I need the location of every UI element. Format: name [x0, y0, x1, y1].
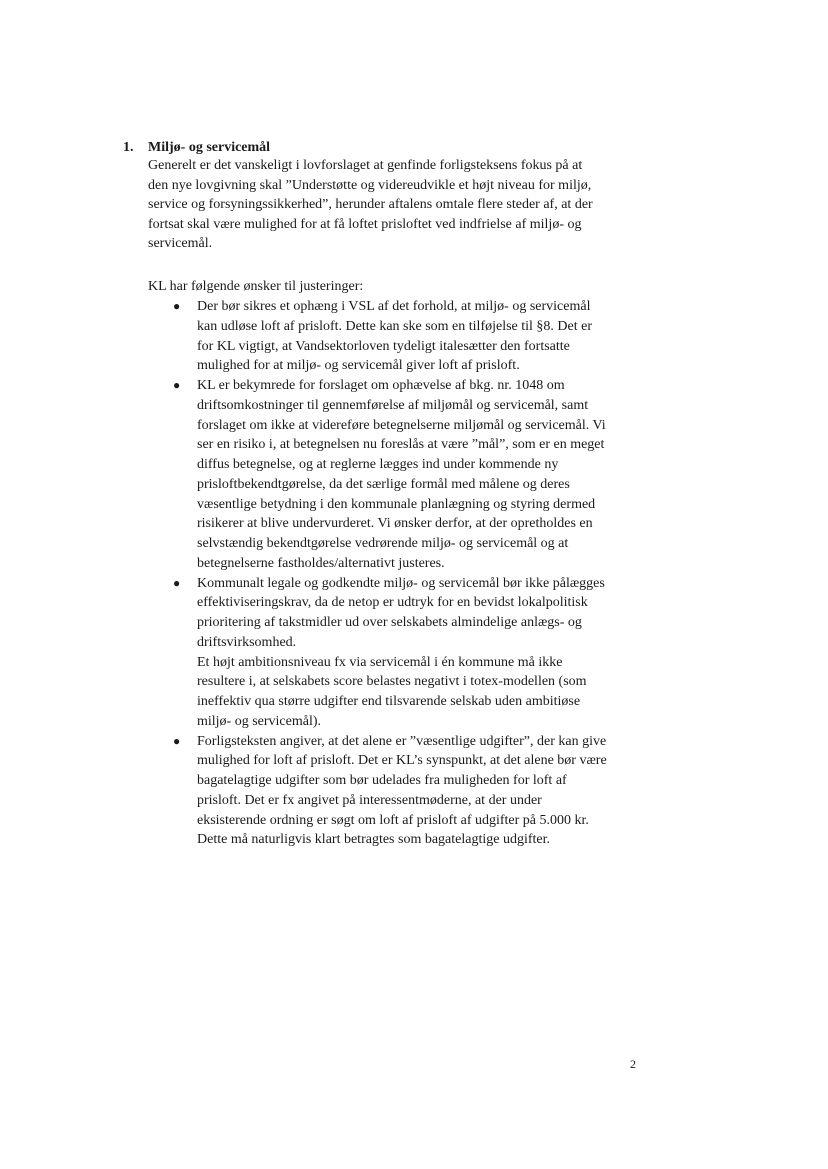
section-title: Miljø- og servicemål [148, 140, 271, 155]
list-item [148, 732, 608, 851]
section-heading [123, 138, 270, 157]
page-number: 2 [630, 1057, 636, 1071]
section-number: 1. [123, 140, 134, 155]
bullet-icon: ● [173, 733, 181, 748]
list-item [148, 574, 608, 732]
bullet-list [148, 297, 608, 850]
bullet-text: Kommunalt legale og godkendte miljø- og servicemål bør ikke pålægges effektiviseringskrav, da de netop er udtryk for en bevidst lokalpolitisk prioritering af takstmidler ud over selskabets almindelige anlægs- og driftsvirksomhed. [197, 575, 605, 650]
bullet-icon: ● [173, 575, 181, 590]
bullet-text-continuation: Et højt ambitionsniveau fx via servicemål i én kommune må ikke resultere i, at selskabets score belastes negativt i totex-modellen (som ineffektiv qua større udgifter end tilsvarende selskab uden ambitiøse miljø- og servicemål). [197, 654, 587, 729]
bullet-icon: ● [173, 299, 181, 313]
bullet-text: Forligsteksten angiver, at det alene er ”væsentlige udgifter”, der kan give mulighed for loft af prisloft. Det er KL’s synspunkt, at det alene bør være bagatelagtige udgifter som bør udelades fra muligheden for loft af prisloft. Det er fx angivet på interessentmøderne, at der under eksisterende ordning er søgt om loft af prisloft af udgifter på 5.000 kr. Dette må naturligvis klart betragtes som bagatelagtige udgifter. [197, 733, 607, 848]
bullet-text: KL er bekymrede for forslaget om ophævelse af bkg. nr. 1048 om driftsomkostninger til gennemførelse af miljømål og servicemål, samt forslaget om ikke at videreføre betegnelserne miljømål og servicemål. Vi ser en risiko i, at betegnelsen nu foreslås at være ”mål”, som er en meget diffus betegnelse, og at reglerne lægges ind under kommende ny prisloftbekendtgørelse, da det særlige formål med målene og deres væsentlige betydning i den kommunale planlægning og styring dermed risikerer at blive undervurderet. Vi ønsker derfor, at der opretholdes en selvstændig bekendtgørelse vedrørende miljø- og servicemål og at betegnelserne fastholdes/alternativt justeres. [197, 378, 606, 571]
wishes-label: KL har følgende ønsker til justeringer: [148, 279, 364, 294]
list-item [148, 297, 608, 376]
list-item [148, 376, 608, 574]
bullet-text: Der bør sikres et ophæng i VSL af det forhold, at miljø- og servicemål kan udløse loft af prisloft. Dette kan ske som en tilføjelse til §8. Det er for KL vigtigt, at Vandsektorloven tydeligt italesætter den fortsatte mulighed for at miljø- og servicemål giver loft af prisloft. [197, 299, 593, 374]
bullet-icon: ● [173, 378, 181, 392]
intro-paragraph: Generelt er det vanskeligt i lovforslaget at genfinde forligsteksens fokus på at den nye lovgivning skal ”Understøtte og videreudvikle et højt niveau for miljø, service og forsyningssikkerhed”, herunder aftalens omtale flere steder af, at der fortsat skal være mulighed for at få loftet prisloftet ved indfrielse af miljø- og servicemål. [148, 158, 593, 252]
